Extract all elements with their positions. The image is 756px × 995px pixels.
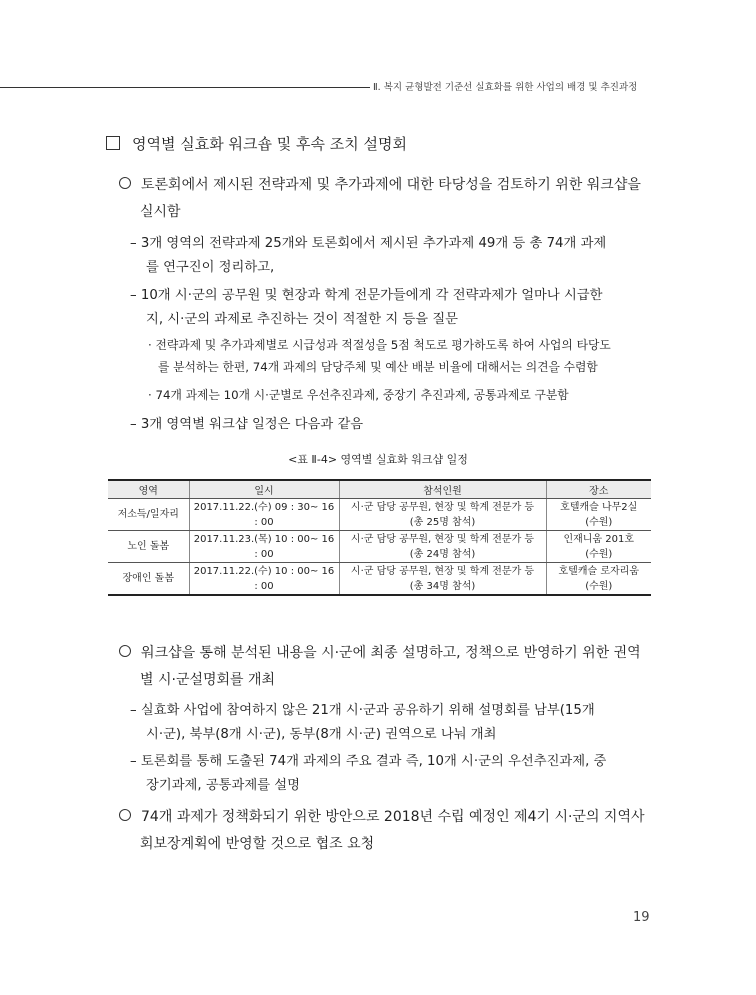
place-name: 인재니움 201호 [563,533,635,545]
dash-bullet: – [130,703,141,718]
dot-bullet: · [148,388,156,402]
header-area: 영역 [108,480,189,499]
table-row [108,563,651,596]
item-2-dash-2 [130,750,660,798]
cell-area: 저소득/일자리 [108,499,189,531]
item-2-dash-1-line-1: 실효화 사업에 참여하지 않은 21개 시·군과 공유하기 위해 설명회를 남부(15개 [140,703,595,718]
item-1-line-2: 실시함 [140,204,181,220]
item-1-dot-1-line-2: 를 분석하는 한편, 74개 과제의 담당주체 및 예산 배분 비율에 대해서는 의견을 수렴함 [158,360,598,374]
header-rule [0,87,370,88]
cell-place [546,499,651,531]
attendees-count: (총 34명 참석) [409,580,476,592]
item-2-line-2: 별 시·군설명회를 개최 [140,672,276,688]
cell-attendees [339,531,546,563]
cell-attendees [339,499,546,531]
item-1-line-1: 토론회에서 제시된 전략과제 및 추가과제에 대한 타당성을 검토하기 위한 워크샵을 [141,177,641,193]
cell-place [546,531,651,563]
dash-bullet: – [130,417,141,432]
item-1-dash-2-line-2: 지, 시·군의 과제로 추진하는 것이 적절한 지 등을 질문 [146,312,459,327]
item-2-line-1: 워크샵을 통해 분석된 내용을 시·군에 최종 설명하고, 정책으로 반영하기 위한 권역 [141,645,641,661]
item-2-dash-1 [130,699,660,747]
place-name: 호텔캐슬 나무2실 [560,501,638,513]
item-3 [119,804,659,858]
cell-date: 2017.11.23.(목) 10 : 00~ 16 : 00 [189,531,339,563]
dash-bullet: – [130,754,141,769]
attendees-line: 시·군 담당 공무원, 현장 및 학계 전문가 등 [350,501,535,513]
dot-bullet: · [148,338,156,352]
square-bullet-icon [106,136,120,150]
item-3-line-2: 회보장계획에 반영할 것으로 협조 요청 [140,836,375,852]
attendees-count: (총 25명 참석) [409,516,476,528]
cell-area: 장애인 돌봄 [108,563,189,596]
place-city: (수원) [585,580,613,592]
item-2-dash-2-line-2: 장기과제, 공통과제를 설명 [146,778,300,793]
item-1-dash-1-line-1: 3개 영역의 전략과제 25개와 토론회에서 제시된 추가과제 49개 등 총 74개 과제 [140,236,607,251]
item-2 [119,640,659,694]
item-1 [119,172,659,226]
attendees-line: 시·군 담당 공무원, 현장 및 학계 전문가 등 [350,565,535,577]
place-city: (수원) [585,548,613,560]
place-city: (수원) [585,516,613,528]
table-header-row [108,480,651,499]
header-date: 일시 [189,480,339,499]
dash-bullet: – [130,288,141,303]
header-place: 장소 [546,480,651,499]
item-1-dash-3-text: 3개 영역별 워크샵 일정은 다음과 같음 [140,417,364,432]
item-1-dash-3 [130,413,660,437]
dash-bullet: – [130,236,141,251]
item-2-dash-1-line-2: 시·군), 북부(8개 시·군), 동부(8개 시·군) 권역으로 나눠 개최 [146,727,497,742]
item-3-line-1: 74개 과제가 정책화되기 위한 방안으로 2018년 수립 예정인 제4기 시·군의 지역사 [141,809,645,825]
attendees-count: (총 24명 참석) [409,548,476,560]
item-1-dash-1-line-2: 를 연구진이 정리하고, [146,260,275,275]
table-caption: <표 Ⅱ-4> 영역별 실효화 워크샵 일정 [288,453,468,466]
schedule-table [108,479,651,596]
item-1-dash-1 [130,232,660,280]
attendees-line: 시·군 담당 공무원, 현장 및 학계 전문가 등 [350,533,535,545]
circle-bullet-icon [119,645,131,657]
place-name: 호텔캐슬 로자리움 [558,565,639,577]
item-1-dot-2 [148,384,658,406]
cell-area: 노인 돌봄 [108,531,189,563]
item-1-dot-2-text: 74개 과제는 10개 시·군별로 우선추진과제, 중장기 추진과제, 공통과제로 구분함 [155,388,569,402]
section-title [106,133,407,154]
circle-bullet-icon [119,177,131,189]
item-1-dash-2-line-1: 10개 시·군의 공무원 및 현장과 학계 전문가들에게 각 전략과제가 얼마나 시급한 [140,288,603,303]
page-number: 19 [633,910,650,925]
section-title-text: 영역별 실효화 워크숍 및 후속 조치 설명회 [132,135,407,153]
item-1-dash-2 [130,284,660,332]
circle-bullet-icon [119,809,131,821]
cell-attendees [339,563,546,596]
cell-date: 2017.11.22.(수) 09 : 30~ 16 : 00 [189,499,339,531]
running-header: Ⅱ. 복지 균형발전 기준선 실효화를 위한 사업의 배경 및 추진과정 [373,82,638,93]
header-attendees: 참석인원 [339,480,546,499]
cell-date: 2017.11.22.(수) 10 : 00~ 16 : 00 [189,563,339,596]
item-1-dot-1 [148,334,658,378]
item-2-dash-2-line-1: 토론회를 통해 도출된 74개 과제의 주요 결과 즉, 10개 시·군의 우선추진과제, 중 [140,754,607,769]
table-row [108,531,651,563]
item-1-dot-1-line-1: 전략과제 및 추가과제별로 시급성과 적절성을 5점 척도로 평가하도록 하여 사업의 타당도 [155,338,611,352]
cell-place [546,563,651,596]
table-row [108,499,651,531]
